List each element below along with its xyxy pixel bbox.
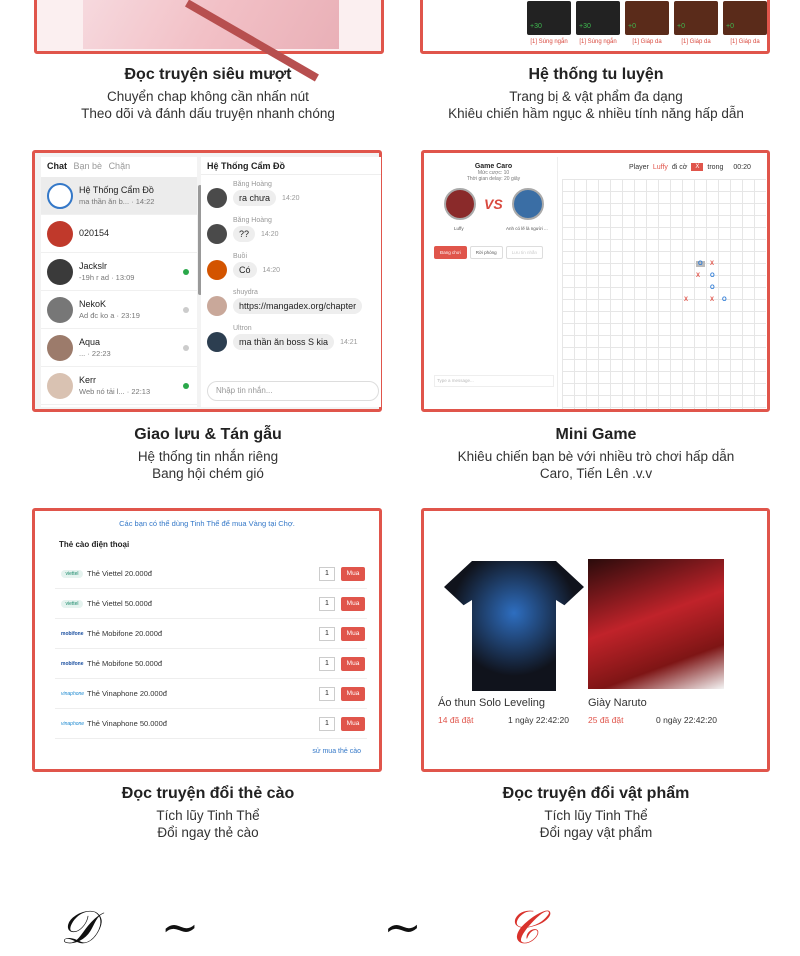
equipment-label: [1] Giáp da xyxy=(730,39,760,45)
conversation-preview: -19h r ad · 13:09 xyxy=(79,273,135,282)
viettel-logo: viettel xyxy=(61,600,83,608)
feature-title: Đọc truyện đổi vật phẩm xyxy=(502,785,690,802)
board-piece-x: X xyxy=(696,273,701,279)
playing-button[interactable]: Đang chơi xyxy=(434,246,467,259)
product-name[interactable]: Áo thun Solo Leveling xyxy=(438,697,546,709)
conversation-item[interactable] xyxy=(41,367,197,405)
product-time: 1 ngày 22:42:20 xyxy=(508,715,569,725)
message-time: 14:20 xyxy=(282,194,300,202)
turn-player: Luffy xyxy=(652,163,668,171)
equipment-grid xyxy=(527,1,767,35)
card-row xyxy=(55,559,367,589)
buy-button[interactable]: Mua xyxy=(341,567,365,581)
cultivation-preview-card xyxy=(420,0,770,54)
conversation-preview: ma thần ăn b... · 14:22 xyxy=(79,197,155,206)
board-piece-x: X xyxy=(710,261,715,267)
buy-button[interactable]: Mua xyxy=(341,597,365,611)
avatar xyxy=(47,183,73,209)
card-row xyxy=(55,679,367,709)
shop-notice: Các bạn có thể dùng Tinh Thể để mua Vàng tại Chợ. xyxy=(119,519,295,528)
avatar xyxy=(207,332,227,352)
viettel-logo: viettel xyxy=(61,570,83,578)
avatar xyxy=(47,335,73,361)
tab-chat[interactable]: Chat xyxy=(47,161,67,171)
feature-line: Bang hội chém gió xyxy=(152,466,264,481)
equipment-slot[interactable]: +0 xyxy=(674,1,718,35)
turn-prefix: Player xyxy=(629,163,649,171)
board-piece-o: O xyxy=(710,273,715,279)
quantity-input[interactable]: 1 xyxy=(319,657,335,671)
product-name[interactable]: Giày Naruto xyxy=(588,697,647,709)
message-time: 14:20 xyxy=(261,230,279,238)
equipment-slot[interactable]: +30 xyxy=(576,1,620,35)
shoes-product-image[interactable] xyxy=(588,559,724,689)
equipment-label: [1] Giáp da xyxy=(632,39,662,45)
buy-button[interactable]: Mua xyxy=(341,627,365,641)
card-name: Thẻ Vinaphone 50.000đ xyxy=(87,719,167,728)
card-name: Thẻ Vinaphone 20.000đ xyxy=(87,689,167,698)
opponent-name: Anh có lẽ là người ... xyxy=(506,226,548,231)
purchase-history-link[interactable]: sử mua thẻ cào xyxy=(312,748,361,755)
quantity-input[interactable]: 1 xyxy=(319,717,335,731)
conversation-item[interactable] xyxy=(41,329,197,367)
message-time: 14:21 xyxy=(340,338,358,346)
avatar xyxy=(47,297,73,323)
offline-status-dot xyxy=(183,345,189,351)
quantity-input[interactable]: 1 xyxy=(319,567,335,581)
avatar xyxy=(47,259,73,285)
game-sidebar xyxy=(430,157,558,407)
equipment-labels xyxy=(527,39,767,45)
online-status-dot xyxy=(183,383,189,389)
game-bet: Mức cược: 10 xyxy=(477,170,510,176)
caro-board[interactable] xyxy=(562,179,766,409)
board-piece-o: O xyxy=(698,261,703,267)
minigame-preview-card xyxy=(421,150,770,412)
message-sender: Ultron xyxy=(233,325,252,332)
tab-blocked[interactable]: Chặn xyxy=(108,161,131,171)
message-time: 14:20 xyxy=(262,266,281,274)
message-text: ?? xyxy=(233,226,255,242)
avatar xyxy=(207,296,227,316)
message-sender: Băng Hoàng xyxy=(233,217,272,224)
turn-timer: 00:20 xyxy=(733,163,751,171)
avatar xyxy=(207,224,227,244)
card-name: Thẻ Viettel 20.000đ xyxy=(87,569,152,578)
board-piece-x: X xyxy=(684,297,689,303)
conversation-item[interactable] xyxy=(41,177,197,215)
conversation-name: 020154 xyxy=(79,227,110,238)
feature-title: Mini Game xyxy=(555,426,637,443)
buy-button[interactable]: Mua xyxy=(341,687,365,701)
feature-line: Tích lũy Tinh Thể xyxy=(156,808,260,823)
turn-suffix: đi cờ xyxy=(671,163,688,171)
offline-status-dot xyxy=(183,307,189,313)
chat-tabs xyxy=(41,157,197,177)
game-buttons xyxy=(430,246,557,259)
player-avatar xyxy=(444,188,476,220)
card-row xyxy=(55,649,367,679)
quantity-input[interactable]: 1 xyxy=(319,597,335,611)
conversation-name: NekoK xyxy=(79,299,107,309)
message-panel xyxy=(201,157,381,407)
reader-preview-card xyxy=(34,0,384,54)
turn-indicator xyxy=(629,163,751,171)
message xyxy=(207,289,362,316)
equipment-slot[interactable]: +0 xyxy=(625,1,669,35)
feature-title: Giao lưu & Tán gẫu xyxy=(134,426,282,443)
message-input[interactable]: Nhập tin nhắn... xyxy=(207,381,379,401)
card-name: Thẻ Mobifone 50.000đ xyxy=(87,659,163,668)
feature-title: Đọc truyện siêu mượt xyxy=(124,66,292,83)
card-row xyxy=(55,619,367,649)
feature-line: Đổi ngay vật phẩm xyxy=(539,825,653,840)
feature-line: Khiêu chiến bạn bè với nhiều trò chơi hấp dẫn xyxy=(457,449,735,464)
conversation-name: Hệ Thống Cẩm Đồ xyxy=(79,185,154,195)
turn-piece: X xyxy=(691,163,703,171)
leave-room-button[interactable]: Rời phòng xyxy=(470,246,503,259)
tab-friends[interactable]: Bạn bè xyxy=(73,161,103,171)
shop-heading: Thẻ cào điện thoại xyxy=(59,540,130,549)
message-text: ma thần ăn boss S kia xyxy=(233,334,334,350)
conversation-panel xyxy=(41,157,197,407)
quantity-input[interactable]: 1 xyxy=(319,627,335,641)
feature-title: Đọc truyện đổi thẻ cào xyxy=(121,785,295,802)
avatar xyxy=(47,373,73,399)
opponent-avatar xyxy=(512,188,544,220)
card-name: Thẻ Viettel 50.000đ xyxy=(87,599,152,608)
turn-in: trong xyxy=(707,163,724,171)
card-name: Thẻ Mobifone 20.000đ xyxy=(87,629,163,638)
player-name: Luffy xyxy=(454,226,464,231)
conversation-preview: Web nó tải l... · 22:13 xyxy=(79,387,151,396)
conversation-name: Jackslr xyxy=(79,261,108,271)
feature-caption-cultivation xyxy=(416,66,776,122)
merch-shop-card xyxy=(421,508,770,772)
mobifone-logo: mobifone xyxy=(61,660,84,667)
chat-preview-card xyxy=(32,150,382,412)
quantity-input[interactable]: 1 xyxy=(319,687,335,701)
message xyxy=(207,253,280,280)
feature-line: Chuyển chap không cần nhấn nút xyxy=(107,89,309,104)
feature-line: Tích lũy Tinh Thể xyxy=(544,808,648,823)
feature-line: Caro, Tiến Lên .v.v xyxy=(539,466,653,481)
avatar xyxy=(207,188,227,208)
buy-button[interactable]: Mua xyxy=(341,657,365,671)
board-piece-o: O xyxy=(722,297,727,303)
feature-caption-scratch-cards xyxy=(28,785,388,841)
message-text: ra chưa xyxy=(233,190,276,206)
vinaphone-logo: vinaphone xyxy=(61,690,85,697)
message-text: Có xyxy=(233,262,257,278)
conversation-name: Kerr xyxy=(79,375,97,385)
conversation-preview: Ad đc ko a · 23:19 xyxy=(79,311,140,320)
product-time: 0 ngày 22:42:20 xyxy=(656,715,717,725)
feature-caption-chat xyxy=(28,426,388,482)
board-piece-o: O xyxy=(710,285,715,291)
game-chat-input[interactable]: Type a message... xyxy=(434,375,554,387)
feature-line: Hệ thống tin nhắn riêng xyxy=(137,449,279,464)
conversation-name: Aqua xyxy=(79,337,101,347)
feature-caption-reader xyxy=(28,66,388,122)
card-row xyxy=(55,709,367,739)
card-row xyxy=(55,589,367,619)
message xyxy=(207,217,279,244)
board-piece-x: X xyxy=(710,297,715,303)
online-status-dot xyxy=(183,269,189,275)
product-orders: 14 đã đặt xyxy=(438,715,474,725)
feature-caption-merch xyxy=(416,785,776,841)
decorative-script-heading: 𝒟 ~ ~ 𝒞 xyxy=(60,900,544,954)
buy-button[interactable]: Mua xyxy=(341,717,365,731)
feature-caption-minigame xyxy=(416,426,776,482)
avatar xyxy=(47,221,73,247)
message xyxy=(207,325,358,352)
message xyxy=(207,181,300,208)
message-text: https://mangadex.org/chapter xyxy=(233,298,362,314)
message-sender: shuydra xyxy=(233,289,258,296)
vs-label: VS xyxy=(484,196,503,212)
equipment-slot[interactable]: +30 xyxy=(527,1,571,35)
game-title: Game Caro xyxy=(474,163,513,170)
chat-room-title: Hệ Thống Cẩm Đồ xyxy=(201,157,381,175)
feature-title: Hệ thống tu luyện xyxy=(528,66,664,83)
vinaphone-logo: vinaphone xyxy=(61,720,85,727)
feature-line: Trang bị & vật phẩm đa dạng xyxy=(509,89,683,104)
feature-line: Đổi ngay thẻ cào xyxy=(157,825,259,840)
tshirt-product-image[interactable] xyxy=(444,561,584,691)
message-sender: Buồi xyxy=(233,253,248,260)
equipment-slot[interactable]: +0 xyxy=(723,1,767,35)
product-orders: 25 đã đặt xyxy=(588,715,624,725)
conversation-item[interactable] xyxy=(41,253,197,291)
conversation-item[interactable] xyxy=(41,215,197,253)
players xyxy=(430,188,557,238)
scratch-card-shop xyxy=(32,508,382,772)
feature-line: Theo dõi và đánh dấu truyện nhanh chóng xyxy=(81,106,335,121)
avatar xyxy=(207,260,227,280)
equipment-label: [1] Súng ngắn xyxy=(579,39,617,45)
equipment-label: [1] Súng ngắn xyxy=(530,39,568,45)
conversation-preview: ... · 22:23 xyxy=(79,349,111,358)
save-messages-button[interactable]: Lưu tin nhắn xyxy=(506,246,543,259)
equipment-label: [1] Giáp da xyxy=(681,39,711,45)
message-sender: Băng Hoàng xyxy=(233,181,272,188)
feature-line: Khiêu chiến hầm ngục & nhiều tính năng hấp dẫn xyxy=(448,106,744,121)
manga-art-image xyxy=(83,0,339,49)
game-delay: Thời gian delay: 20 giây xyxy=(466,176,521,182)
conversation-item[interactable] xyxy=(41,291,197,329)
mobifone-logo: mobifone xyxy=(61,630,84,637)
